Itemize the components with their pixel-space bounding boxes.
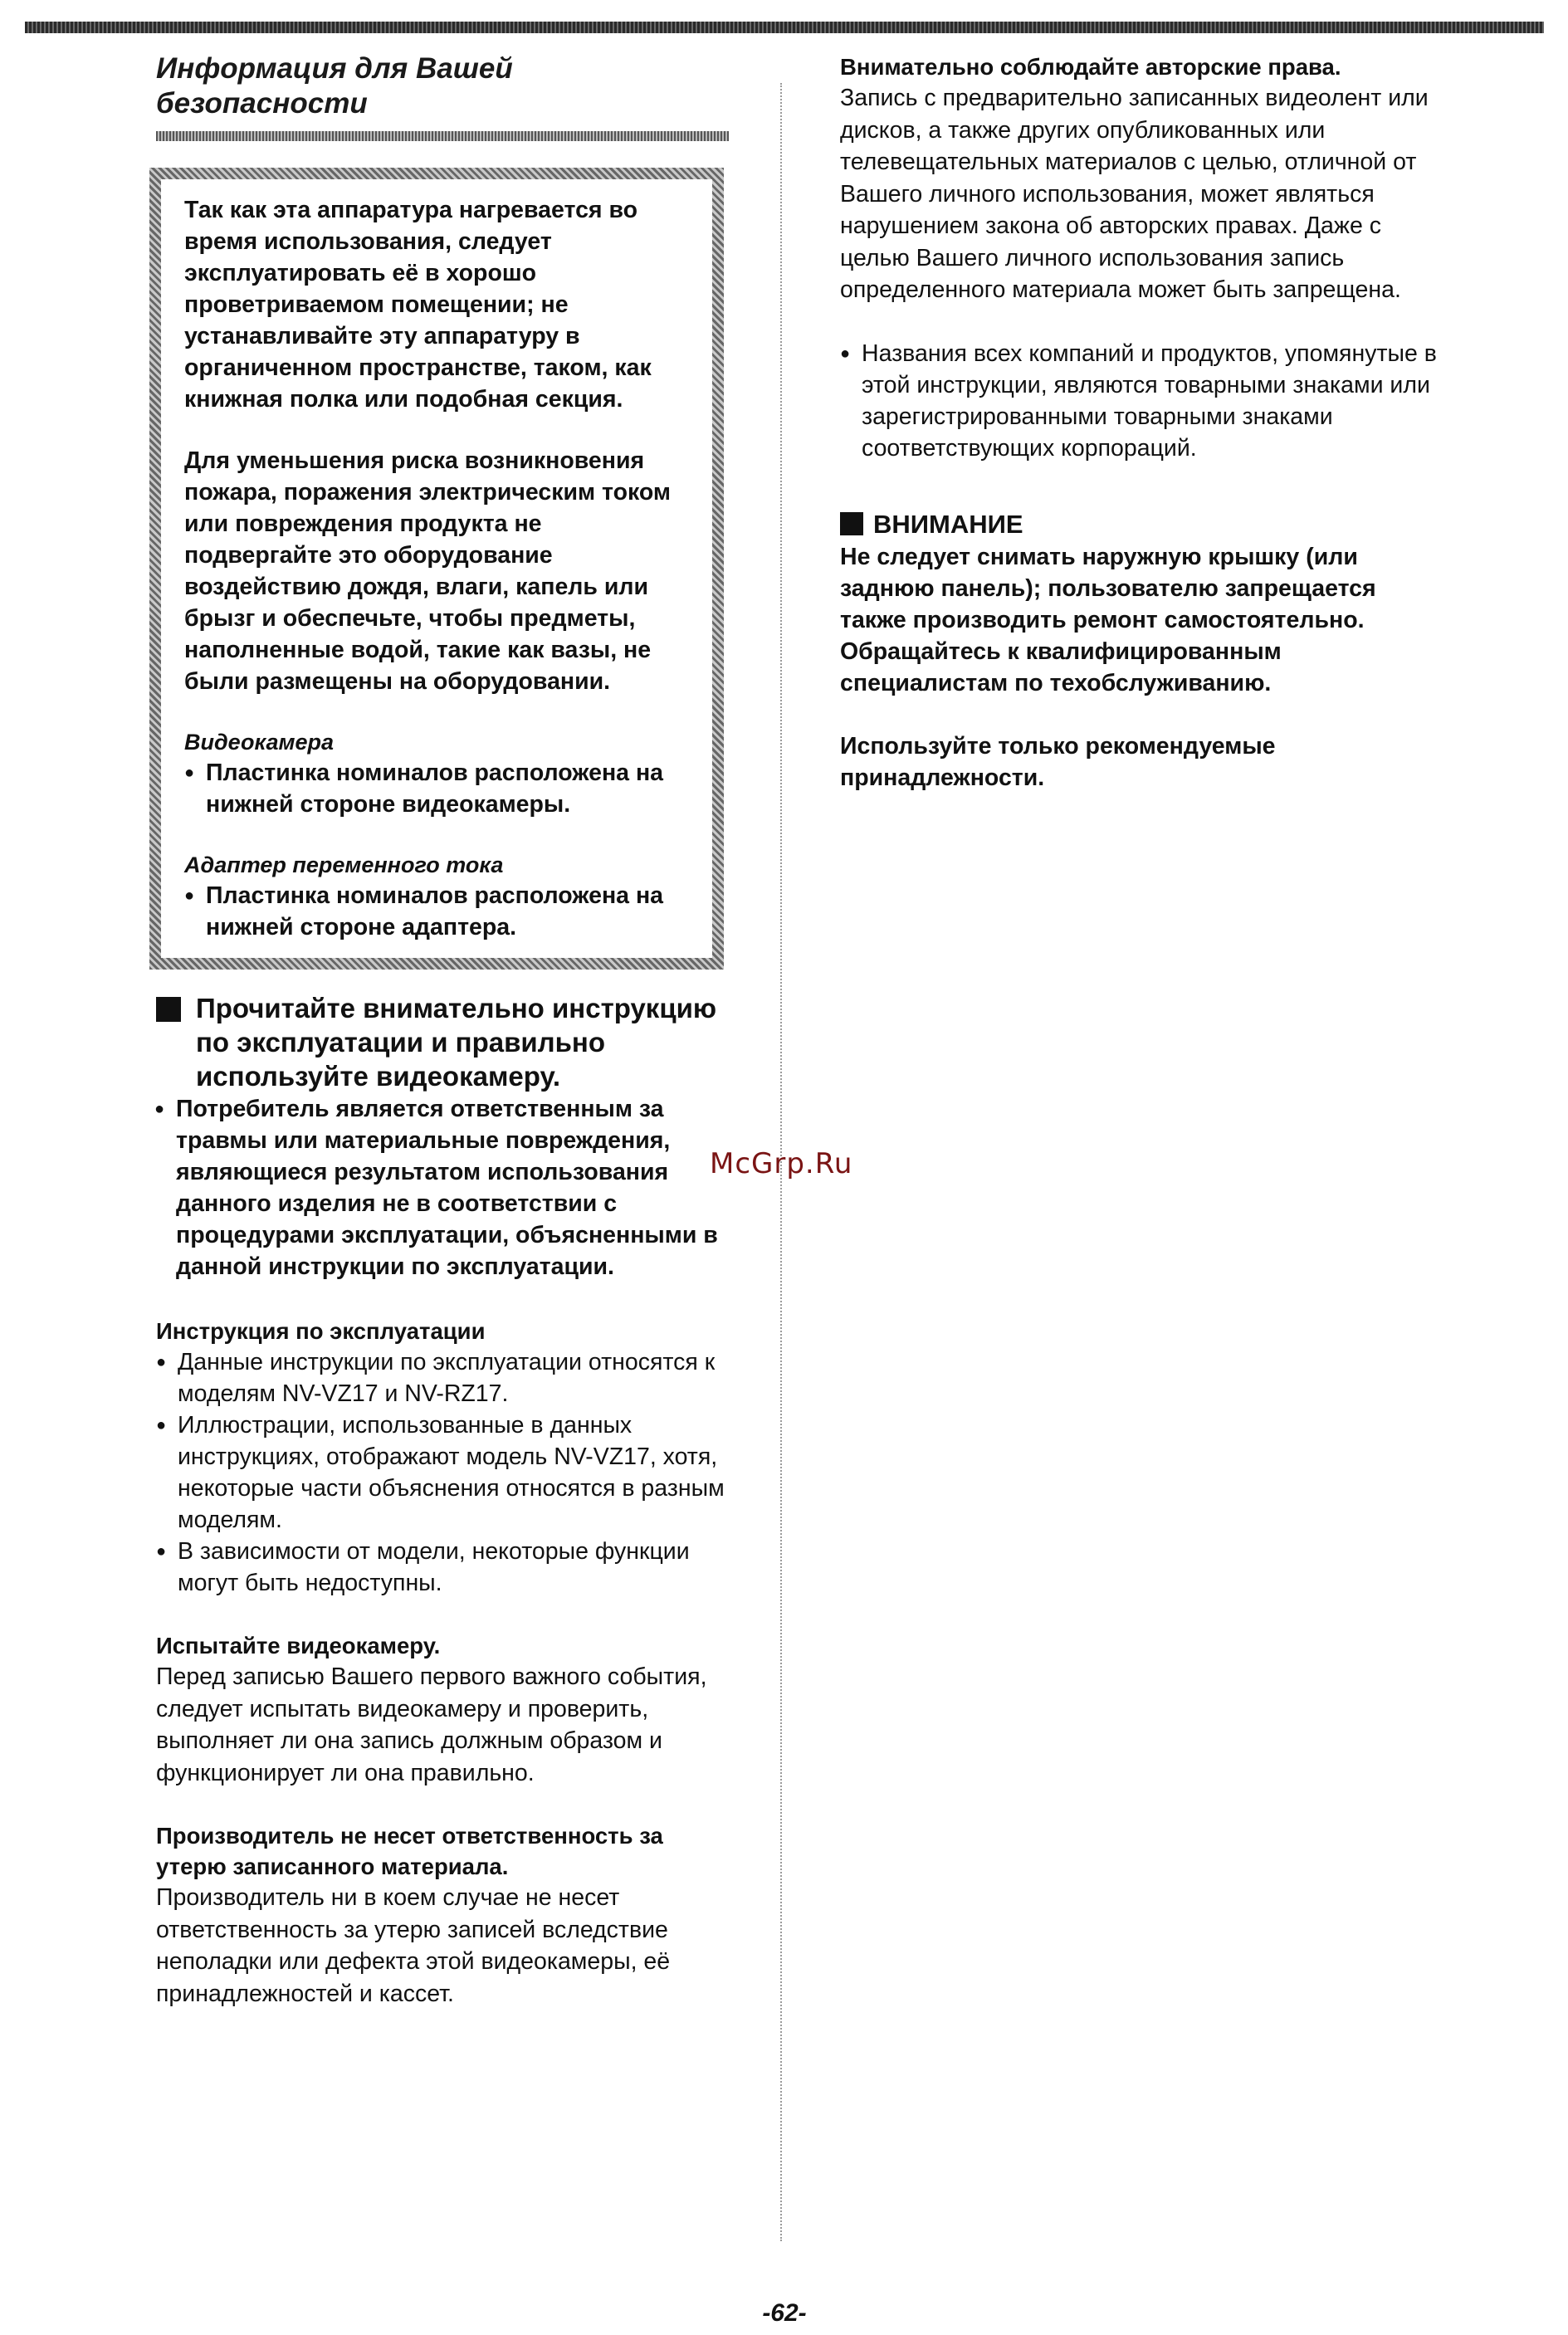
user-responsibility-note: ● Потребитель является ответственным за травмы или материальные повреждения, являющиеся результатом использования данного изделия не в соответствии с процедурами эксплуатации, объясненными в данной инструкции по эксплуатации. bbox=[154, 1093, 729, 1282]
adapter-rating-plate-note: ● Пластинка номиналов расположена на нижней стороне адаптера. bbox=[184, 880, 692, 943]
safety-title-line2: безопасности bbox=[156, 87, 368, 120]
left-column bbox=[156, 51, 729, 2010]
manual-bullet-1: ● Данные инструкции по эксплуатации относятся к моделям NV-VZ17 и NV-RZ17. bbox=[156, 1346, 729, 1409]
camera-subheading: Видеокамера bbox=[184, 730, 335, 755]
manual-bullet-2: ● Иллюстрации, использованные в данных инструкциях, отображают модель NV-VZ17, хотя, некоторые части объяснения относятся в разным моделям. bbox=[156, 1409, 729, 1536]
caution-body: Не следует снимать наружную крышку (или заднюю панель); пользователю запрещается также производить ремонт самостоятельно. Обращайтесь к квалифицированным специалистам по техобслуживанию. bbox=[840, 543, 1376, 696]
title-underline bbox=[156, 131, 729, 141]
page-number: -62- bbox=[762, 2299, 807, 2327]
test-camera-heading: Испытайте видеокамеру. bbox=[156, 1633, 441, 1658]
read-manual-heading bbox=[156, 991, 729, 1093]
manual-section-heading: Инструкция по эксплуатации bbox=[156, 1318, 486, 1344]
safety-title-line1: Информация для Вашей bbox=[156, 52, 513, 85]
fire-shock-warning: Для уменьшения риска возникновения пожара, поражения электрическим током или повреждения продукта не подвергайте это оборудование воздействию дождя, влаги, капель или брызг и обеспечьте, чтобы предметы, наполненные водой, такие как вазы, не были размещены на оборудовании. bbox=[184, 447, 672, 695]
liability-body: Производитель ни в коем случае не несет ответственность за утерю записей вследствие неполадки или дефекта этой видеокамеры, её принадлежностей и кассет. bbox=[156, 1884, 671, 2007]
accessories-note: Используйте только рекомендуемые принадлежности. bbox=[840, 732, 1276, 791]
right-column bbox=[840, 51, 1438, 794]
square-marker-icon bbox=[156, 997, 181, 1022]
adapter-subheading: Адаптер переменного тока bbox=[184, 852, 504, 877]
square-marker-icon bbox=[840, 512, 863, 535]
manual-bullet-3: ● В зависимости от модели, некоторые функции могут быть недоступны. bbox=[156, 1536, 729, 1599]
test-camera-body: Перед записью Вашего первого важного события, следует испытать видеокамеру и проверить, выполняет ли она запись должным образом и функционирует ли она правильно. bbox=[156, 1663, 707, 1786]
camera-rating-plate-note: ● Пластинка номиналов расположена на нижней стороне видеокамеры. bbox=[184, 757, 692, 820]
read-manual-heading-text: Прочитайте внимательно инструкцию по эксплуатации и правильно используйте видеокамеру. bbox=[196, 993, 717, 1092]
trademark-note: ● Названия всех компаний и продуктов, упомянутые в этой инструкции, являются товарными знаками или зарегистрированными товарными знаками соответствующих корпораций. bbox=[840, 338, 1438, 464]
safety-title bbox=[156, 51, 729, 121]
ventilation-warning: Так как эта аппаратура нагревается во время использования, следует эксплуатировать её в хорошо проветриваемом помещении; не устанавливайте эту аппаратуру в органиченном пространстве, таком, как книжная полка или подобная секция. bbox=[184, 197, 652, 413]
caution-heading-text: ВНИМАНИЕ bbox=[873, 509, 1023, 539]
safety-warning-box bbox=[149, 168, 724, 970]
site-watermark: McGrp.Ru bbox=[710, 1147, 853, 1180]
copyright-body: Запись с предварительно записанных видеолент или дисков, а также других опубликованных или телевещательных материалов с целью, отличной от Вашего личного использования, может являться нарушением закона об авторских правах. Даже с целью Вашего личного использования запись определенного материала может быть запрещена. bbox=[840, 85, 1429, 303]
caution-heading bbox=[840, 507, 1438, 541]
top-decorative-rule bbox=[25, 22, 1544, 33]
copyright-heading: Внимательно соблюдайте авторские права. bbox=[840, 54, 1341, 80]
liability-heading: Производитель не несет ответственность за утерю записанного материала. bbox=[156, 1823, 663, 1879]
